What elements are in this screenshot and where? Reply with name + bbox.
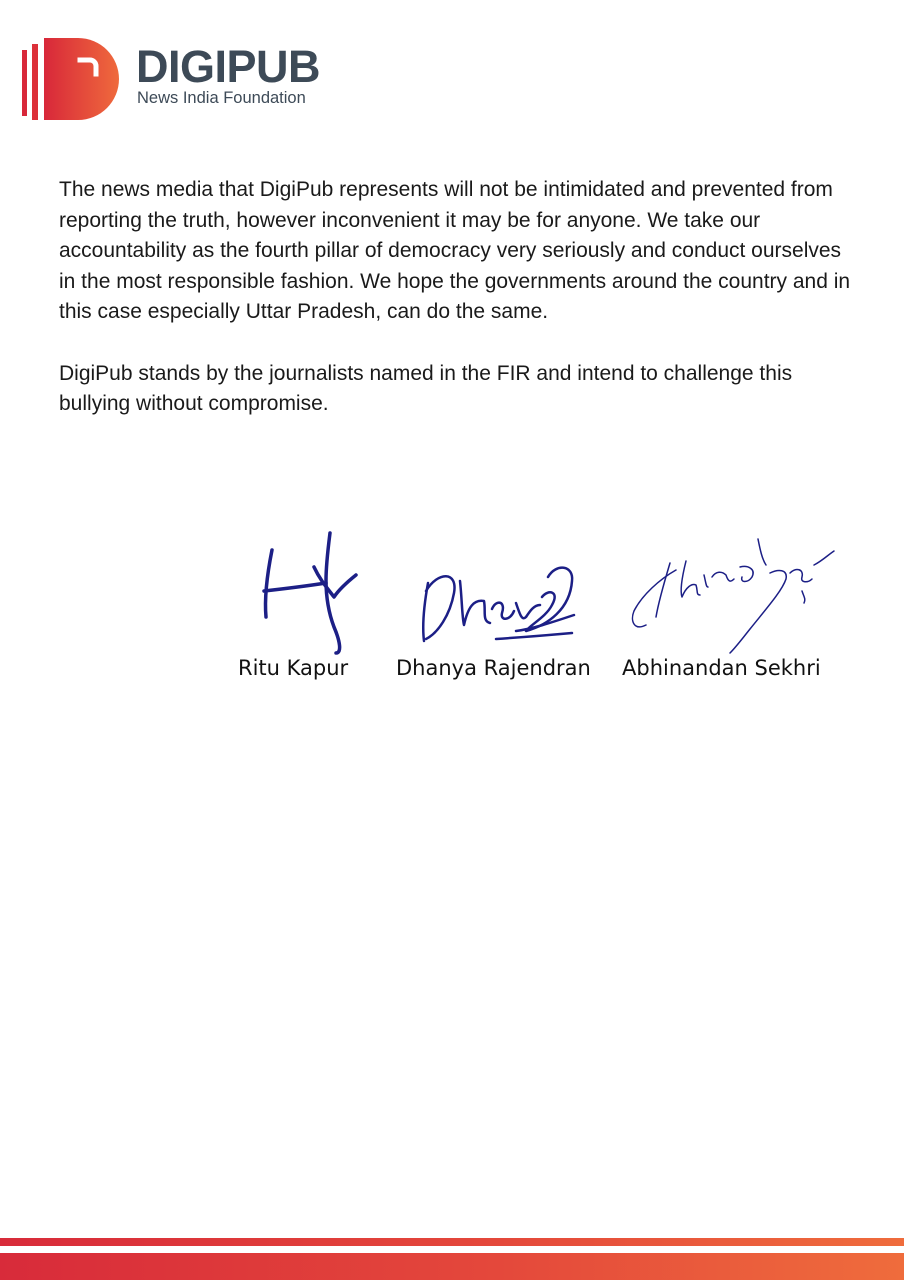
digipub-logo — [22, 38, 342, 120]
signature-abhinandan-sekhri — [633, 539, 835, 653]
statement-paragraph: The news media that DigiPub represents will not be intimidated and prevented from reporting the truth, however inconvenient it may be for anyone. We take our accountability as the fourth pillar of democracy very seriously and conduct ourselves in the most responsible fashion. We hope the governments around the country and in this case especially Uttar Pradesh, can do the same. — [59, 178, 851, 323]
signatory-name-abhinandan-sekhri: Abhinandan Sekhri — [622, 656, 821, 680]
logo-tagline: News India Foundation — [137, 89, 306, 107]
footer-stripe-thin — [0, 1238, 904, 1246]
signature-dhanya-rajendran — [423, 568, 574, 641]
signatory-name-dhanya-rajendran: Dhanya Rajendran — [396, 656, 591, 680]
signature-block — [230, 525, 870, 695]
digipub-logo-mark-icon — [22, 38, 122, 120]
statement-body — [59, 175, 859, 451]
signatory-name-ritu-kapur: Ritu Kapur — [238, 656, 349, 680]
signature-ritu-kapur — [264, 533, 356, 653]
statement-paragraph: DigiPub stands by the journalists named in the FIR and intend to challenge this bullying without compromise. — [59, 361, 793, 415]
logo-name: DIGIPUB — [136, 41, 321, 92]
footer-stripe-thick — [0, 1253, 904, 1280]
